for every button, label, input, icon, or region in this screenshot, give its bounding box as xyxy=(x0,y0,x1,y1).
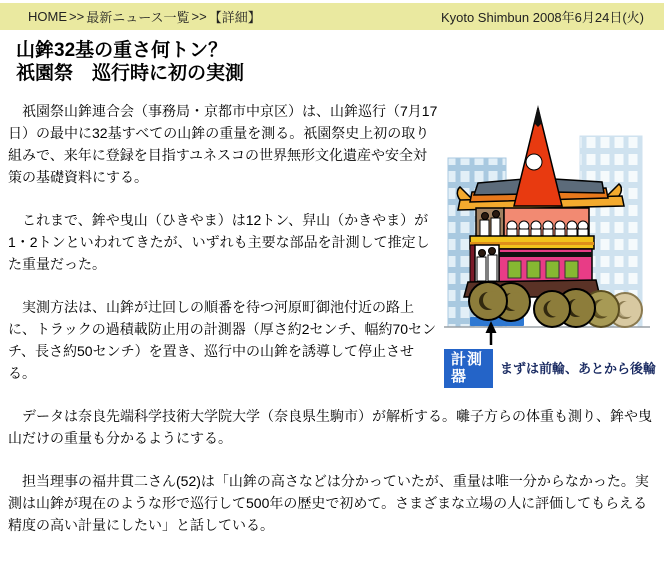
paragraph-3: 実測方法は、山鉾が辻回しの順番を待つ河原町御池付近の路上に、トラックの過積載防止用の計測器（厚さ約2センチ、幅約70センチ、長さ約50センチ）を置き、巡行中の山鉾を誘導して停止させる。 xyxy=(8,299,437,381)
yamaboko-float-illustration xyxy=(444,100,656,348)
breadcrumb-separator: >> xyxy=(69,9,85,24)
front-panel-figures xyxy=(470,245,499,282)
caption-note: まずは前輪、あとから後輪 xyxy=(499,360,656,376)
headline-line-1: 山鉾32基の重さ何トン？ xyxy=(16,40,228,61)
cone-circle-emblem xyxy=(526,154,542,170)
paragraph-4: データは奈良先端科学技術大学院大学（奈良県生駒市）が解析する。囃子方らの体重も測り、鉾や曳山だけの重量も分かるようにする。 xyxy=(8,408,652,446)
red-cone xyxy=(514,105,562,206)
front-wheel-inner xyxy=(469,282,507,320)
paragraph-2: これまで、鉾や曳山（ひきやま）は12トン、舁山（かきやま）が1・2トンといわれてきたが、いずれも主要な部品を計測して推定した重量だった。 xyxy=(8,212,430,272)
breadcrumb-current-page: 【詳細】 xyxy=(208,10,261,25)
device-label-badge: 計測器 xyxy=(444,349,493,388)
cabin-pink-section xyxy=(504,208,589,236)
article-headline xyxy=(16,39,664,85)
breadcrumb-bar xyxy=(0,3,664,30)
article-body xyxy=(8,100,656,536)
masthead-date: Kyoto Shimbun 2008年6月24日(火) xyxy=(440,10,644,25)
breadcrumb-home-link[interactable]: HOME xyxy=(28,9,67,24)
breadcrumb-separator: >> xyxy=(191,9,207,24)
cabin-brown-section xyxy=(476,208,504,236)
paragraph-1: 祇園祭山鉾連合会（事務局・京都市中京区）は、山鉾巡行（7月17日）の最中に32基すべての山鉾の重量を測る。祇園祭史上初の取り組みで、来年に登録を目指すユネスコの世界無形文化遺産や安全対策の基礎資料にする。 xyxy=(8,103,438,185)
headline-line-2: 祇園祭 巡行時に初の実測 xyxy=(16,63,245,84)
breadcrumb xyxy=(28,7,261,26)
breadcrumb-news-list-link[interactable]: 最新ニュース一覧 xyxy=(86,10,190,25)
rear-wheel-inner xyxy=(534,291,570,327)
figure-caption xyxy=(444,349,656,388)
magenta-body-section xyxy=(499,249,592,282)
paragraph-5: 担当理事の福井貫二さん(52)は「山鉾の高さなどは分かっていたが、重量は唯一分からなかった。実測は山鉾が現在のような形で巡行して500年の歴史で初めて。さまざまな立場の人に評価してもらえる精度の高い計量にしたい」と話している。 xyxy=(8,473,649,533)
float-weighing-illustration xyxy=(444,100,656,388)
